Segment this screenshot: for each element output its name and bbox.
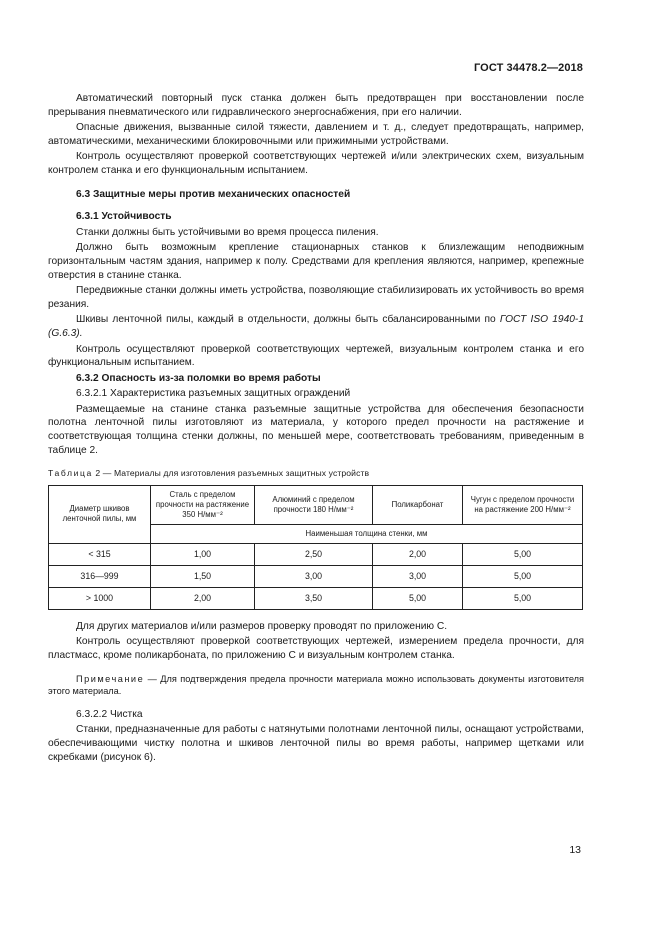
paragraph: Передвижные станки должны иметь устройства, позволяющие стабилизировать их устойчивость во время резания. [48, 285, 584, 310]
table-caption [48, 467, 584, 481]
table-cell: 3,00 [255, 565, 373, 587]
table-cell: 1,50 [151, 565, 255, 587]
paragraph: Станки должны быть устойчивыми во время процесса пиления. [76, 226, 379, 238]
table-cell: 3,50 [255, 587, 373, 609]
standard-reference: ГОСТ ISO 1940-1 (G.6.3). [48, 314, 584, 339]
paragraph: Должно быть возможным крепление стационарных станков к близлежащим неподвижным горизонтальным частям здания, например к полу. Средствами для крепления являются, например, крепежные отверстия в станине станка. [48, 242, 584, 281]
paragraph: Контроль осуществляют проверкой соответствующих чертежей, измерением предела прочности, для пластмасс, кроме поликарбоната, по приложению С и визуальным контролем станка. [48, 636, 584, 662]
sub-subsection-heading: 6.3.2.1 Характеристика разъемных защитных ограждений [76, 388, 351, 400]
table-header: Чугун с пределом прочности на растяжение 200 Н/мм⁻² [463, 485, 583, 524]
sub-subsection-heading: 6.3.2.2 Чистка [76, 708, 143, 720]
note-label: Примечание [76, 673, 145, 684]
table-caption-text: 2 — Материалы для изготовления разъемных защитных устройств [92, 468, 370, 479]
table-row [49, 543, 583, 565]
table-row [49, 565, 583, 587]
paragraph: Опасные движения, вызванные силой тяжести, давлением и т. д., следует предотвращать, например, автоматическими, механическими блокировочными или прижимными устройствами. [48, 122, 584, 147]
table-cell: 1,00 [151, 543, 255, 565]
paragraph: Размещаемые на станине станка разъемные защитные устройства для обеспечения безопасности полотна ленточной пилы изготовляют из материала, у которого предел прочности на растяжение и соответствующая толщина стенки должны, по меньшей мере, соответствовать требованиям, приведенным в таблице 2. [48, 403, 584, 456]
table-cell: < 315 [49, 543, 151, 565]
table-cell: 2,00 [151, 587, 255, 609]
table-cell: 316—999 [49, 565, 151, 587]
table-cell: 2,50 [255, 543, 373, 565]
page-number: 13 [569, 844, 581, 856]
note [48, 673, 584, 698]
paragraph: Контроль осуществляют проверкой соответствующих чертежей и/или электрических схем, визуальным контролем станка и его функциональным испытанием. [48, 151, 584, 176]
paragraph [48, 313, 584, 340]
table-header: Алюминий с пределом прочности 180 Н/мм⁻² [255, 485, 373, 524]
table-cell: 5,00 [463, 587, 583, 609]
table-subheader: Наименьшая толщина стенки, мм [151, 524, 583, 543]
table-header: Диаметр шкивов ленточной пилы, мм [49, 485, 151, 543]
table-cell: 2,00 [373, 543, 463, 565]
table-cell: 5,00 [463, 543, 583, 565]
table-header: Сталь с пределом прочности на растяжение 350 Н/мм⁻² [151, 485, 255, 524]
paragraph: Станки, предназначенные для работы с натянутыми полотнами ленточной пилы, оснащают устройствами, обеспечивающими чистку полотна и шкивов ленточной пилы во время работы, например щетками или скребками (рисунок 6). [48, 724, 584, 763]
table-cell: 3,00 [373, 565, 463, 587]
document-header-id: ГОСТ 34478.2—2018 [473, 62, 583, 74]
materials-table [48, 485, 583, 610]
subsection-heading: 6.3.1 Устойчивость [76, 211, 172, 223]
paragraph: Контроль осуществляют проверкой соответствующих чертежей, визуальным контролем станка и его функциональным испытанием. [48, 343, 584, 369]
table-row [49, 587, 583, 609]
table-cell: 5,00 [373, 587, 463, 609]
note-text: — Для подтверждения предела прочности материала можно использовать документы изготовителя этого материала. [48, 673, 584, 697]
table-cell: 5,00 [463, 565, 583, 587]
table-header: Поликарбонат [373, 485, 463, 524]
section-heading: 6.3 Защитные меры против механических опасностей [76, 188, 351, 200]
table-cell: > 1000 [49, 587, 151, 609]
subsection-heading: 6.3.2 Опасность из-за поломки во время работы [76, 372, 321, 384]
paragraph-text: Шкивы ленточной пилы, каждый в отдельности, должны быть сбалансированными по [76, 314, 500, 326]
paragraph: Для других материалов и/или размеров проверку проводят по приложению С. [76, 620, 448, 632]
paragraph: Автоматический повторный пуск станка должен быть предотвращен при восстановлении после прерывания пневматического или гидравлического энергоснабжения, при его наличии. [48, 93, 584, 118]
document-body [48, 92, 584, 766]
table-caption-label: Таблица [48, 468, 93, 479]
